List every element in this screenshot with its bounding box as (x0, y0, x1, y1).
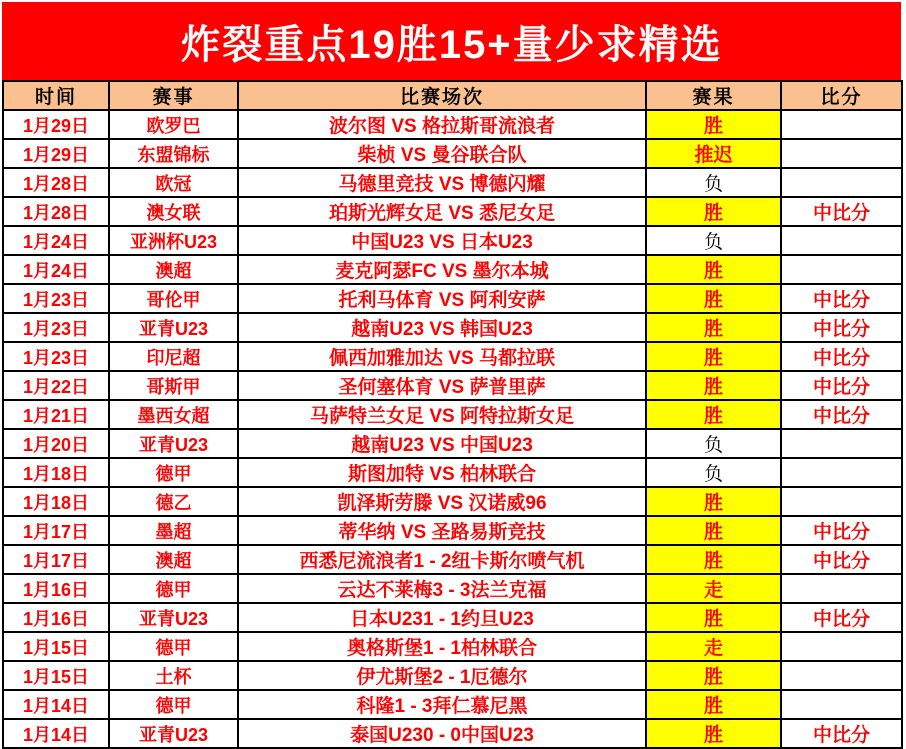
match-cell: 越南U23 VS 中国U23 (238, 429, 646, 458)
league-cell: 东盟锦标 (109, 139, 238, 168)
league-cell: 德甲 (109, 690, 238, 719)
league-cell: 亚青U23 (109, 429, 238, 458)
league-cell: 亚青U23 (109, 313, 238, 342)
league-cell: 土杯 (109, 661, 238, 690)
table-row (3, 690, 902, 719)
date-cell: 1月29日 (3, 110, 109, 139)
table-row (3, 226, 902, 255)
score-cell (781, 255, 902, 284)
date-cell: 1月28日 (3, 197, 109, 226)
match-cell: 西悉尼流浪者1 - 2纽卡斯尔喷气机 (238, 545, 646, 574)
result-cell: 走 (646, 574, 781, 603)
date-cell: 1月20日 (3, 429, 109, 458)
match-cell: 奥格斯堡1 - 1柏林联合 (238, 632, 646, 661)
league-cell: 德甲 (109, 632, 238, 661)
league-cell: 亚青U23 (109, 719, 238, 748)
match-cell: 托利马体育 VS 阿利安萨 (238, 284, 646, 313)
result-cell: 负 (646, 458, 781, 487)
result-cell: 胜 (646, 197, 781, 226)
header-time: 时间 (3, 81, 109, 110)
league-cell: 墨超 (109, 516, 238, 545)
result-cell: 胜 (646, 400, 781, 429)
table-row (3, 371, 902, 400)
banner-title: 炸裂重点19胜15+量少求精选 (180, 22, 723, 67)
table-row (3, 516, 902, 545)
results-table (2, 80, 903, 749)
table-row (3, 487, 902, 516)
result-cell: 负 (646, 429, 781, 458)
match-cell: 斯图加特 VS 柏林联合 (238, 458, 646, 487)
date-cell: 1月14日 (3, 719, 109, 748)
match-cell: 波尔图 VS 格拉斯哥流浪者 (238, 110, 646, 139)
result-cell: 胜 (646, 545, 781, 574)
match-cell: 云达不莱梅3 - 3法兰克福 (238, 574, 646, 603)
date-cell: 1月22日 (3, 371, 109, 400)
date-cell: 1月24日 (3, 255, 109, 284)
score-cell (781, 661, 902, 690)
table-row (3, 400, 902, 429)
result-cell: 胜 (646, 110, 781, 139)
table-row (3, 429, 902, 458)
date-cell: 1月21日 (3, 400, 109, 429)
date-cell: 1月23日 (3, 313, 109, 342)
score-cell: 中比分 (781, 313, 902, 342)
match-cell: 中国U23 VS 日本U23 (238, 226, 646, 255)
date-cell: 1月17日 (3, 545, 109, 574)
score-cell: 中比分 (781, 516, 902, 545)
league-cell: 欧冠 (109, 168, 238, 197)
table-row (3, 110, 902, 139)
date-cell: 1月14日 (3, 690, 109, 719)
table-row (3, 255, 902, 284)
match-cell: 马萨特兰女足 VS 阿特拉斯女足 (238, 400, 646, 429)
score-cell (781, 458, 902, 487)
score-cell (781, 226, 902, 255)
league-cell: 亚青U23 (109, 603, 238, 632)
score-cell (781, 632, 902, 661)
league-cell: 印尼超 (109, 342, 238, 371)
result-cell: 胜 (646, 661, 781, 690)
date-cell: 1月24日 (3, 226, 109, 255)
date-cell: 1月18日 (3, 458, 109, 487)
match-cell: 凯泽斯劳滕 VS 汉诺威96 (238, 487, 646, 516)
score-cell (781, 574, 902, 603)
table-row (3, 719, 902, 748)
score-cell: 中比分 (781, 719, 902, 748)
results-table-body (3, 110, 902, 748)
result-cell: 胜 (646, 690, 781, 719)
match-cell: 珀斯光辉女足 VS 悉尼女足 (238, 197, 646, 226)
title-banner (2, 2, 901, 80)
match-cell: 科隆1 - 3拜仁慕尼黑 (238, 690, 646, 719)
table-row (3, 168, 902, 197)
result-cell: 胜 (646, 313, 781, 342)
date-cell: 1月29日 (3, 139, 109, 168)
date-cell: 1月15日 (3, 632, 109, 661)
match-cell: 泰国U230 - 0中国U23 (238, 719, 646, 748)
match-cell: 马德里竞技 VS 博德闪耀 (238, 168, 646, 197)
result-cell: 走 (646, 632, 781, 661)
league-cell: 德乙 (109, 487, 238, 516)
date-cell: 1月28日 (3, 168, 109, 197)
table-row (3, 458, 902, 487)
date-cell: 1月23日 (3, 342, 109, 371)
score-cell (781, 168, 902, 197)
table-row (3, 574, 902, 603)
header-row (3, 81, 902, 110)
league-cell: 欧罗巴 (109, 110, 238, 139)
score-cell: 中比分 (781, 400, 902, 429)
result-cell: 胜 (646, 516, 781, 545)
league-cell: 澳超 (109, 255, 238, 284)
score-cell: 中比分 (781, 284, 902, 313)
header-result: 赛果 (646, 81, 781, 110)
date-cell: 1月23日 (3, 284, 109, 313)
league-cell: 澳超 (109, 545, 238, 574)
match-cell: 伊尤斯堡2 - 1厄德尔 (238, 661, 646, 690)
league-cell: 哥斯甲 (109, 371, 238, 400)
match-cell: 柴桢 VS 曼谷联合队 (238, 139, 646, 168)
date-cell: 1月17日 (3, 516, 109, 545)
result-cell: 负 (646, 168, 781, 197)
table-row (3, 545, 902, 574)
result-cell: 胜 (646, 487, 781, 516)
table-row (3, 661, 902, 690)
score-cell: 中比分 (781, 603, 902, 632)
match-cell: 日本U231 - 1约旦U23 (238, 603, 646, 632)
header-league: 赛事 (109, 81, 238, 110)
score-cell: 中比分 (781, 197, 902, 226)
result-cell: 胜 (646, 342, 781, 371)
table-row (3, 632, 902, 661)
result-cell: 胜 (646, 371, 781, 400)
score-cell: 中比分 (781, 545, 902, 574)
table-row (3, 603, 902, 632)
date-cell: 1月15日 (3, 661, 109, 690)
table-row (3, 284, 902, 313)
result-cell: 胜 (646, 284, 781, 313)
match-cell: 佩西加雅加达 VS 马都拉联 (238, 342, 646, 371)
match-cell: 麦克阿瑟FC VS 墨尔本城 (238, 255, 646, 284)
result-cell: 胜 (646, 255, 781, 284)
result-cell: 胜 (646, 603, 781, 632)
score-cell (781, 139, 902, 168)
date-cell: 1月16日 (3, 603, 109, 632)
match-cell: 圣何塞体育 VS 萨普里萨 (238, 371, 646, 400)
league-cell: 澳女联 (109, 197, 238, 226)
match-cell: 越南U23 VS 韩国U23 (238, 313, 646, 342)
score-cell: 中比分 (781, 342, 902, 371)
league-cell: 墨西女超 (109, 400, 238, 429)
match-cell: 蒂华纳 VS 圣路易斯竞技 (238, 516, 646, 545)
date-cell: 1月16日 (3, 574, 109, 603)
table-row (3, 139, 902, 168)
score-cell (781, 110, 902, 139)
table-row (3, 313, 902, 342)
result-cell: 推迟 (646, 139, 781, 168)
result-cell: 负 (646, 226, 781, 255)
league-cell: 德甲 (109, 574, 238, 603)
table-row (3, 342, 902, 371)
date-cell: 1月18日 (3, 487, 109, 516)
score-cell (781, 487, 902, 516)
score-cell: 中比分 (781, 371, 902, 400)
league-cell: 德甲 (109, 458, 238, 487)
league-cell: 哥伦甲 (109, 284, 238, 313)
header-score: 比分 (781, 81, 902, 110)
score-cell (781, 429, 902, 458)
header-match: 比赛场次 (238, 81, 646, 110)
table-row (3, 197, 902, 226)
result-cell: 胜 (646, 719, 781, 748)
league-cell: 亚洲杯U23 (109, 226, 238, 255)
score-cell (781, 690, 902, 719)
